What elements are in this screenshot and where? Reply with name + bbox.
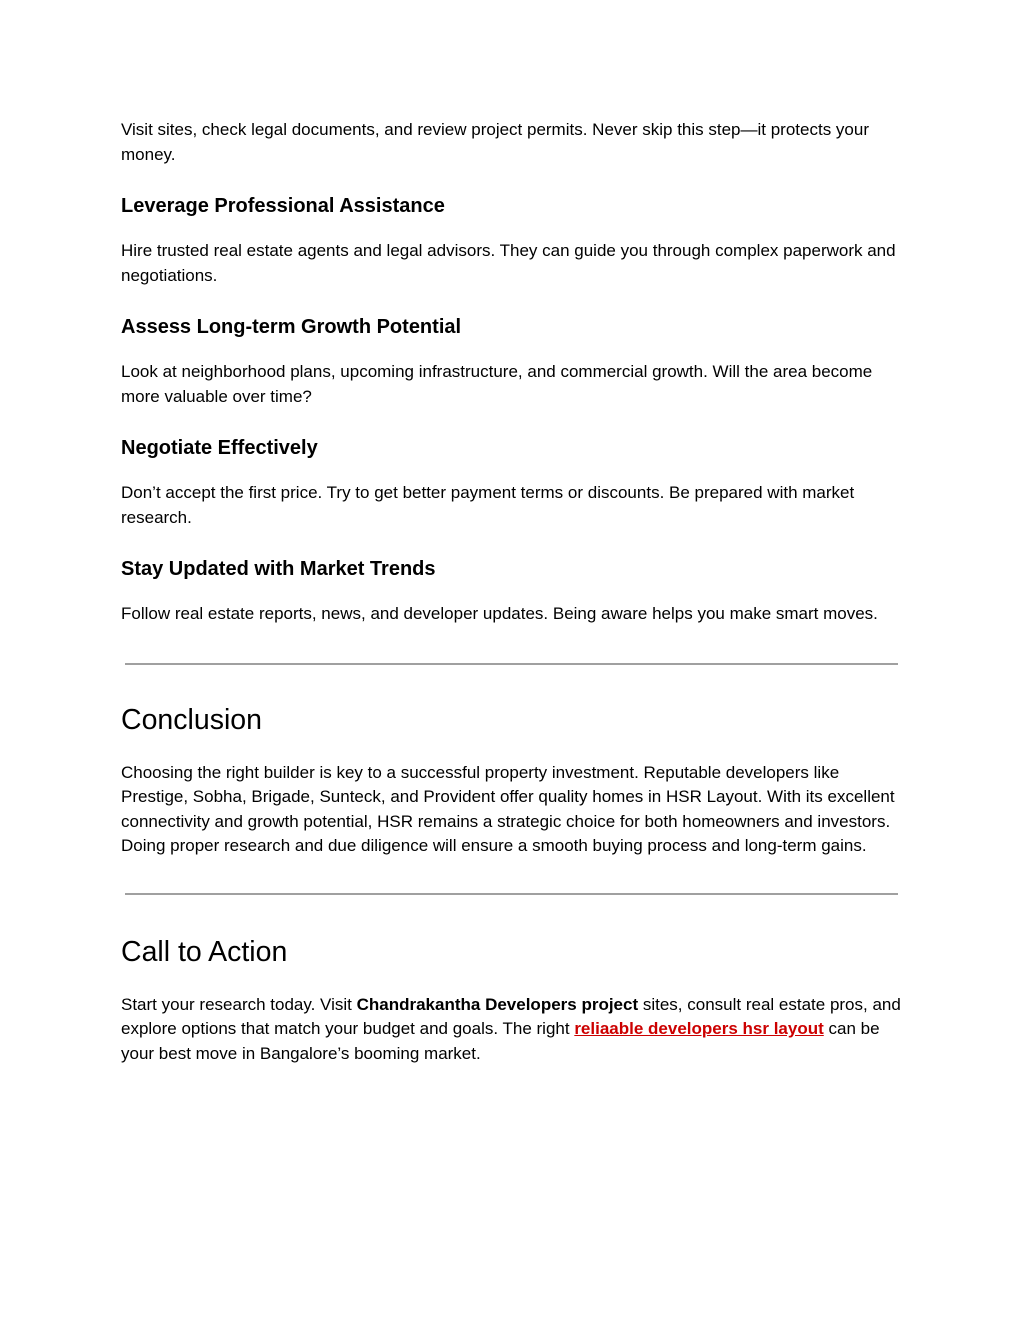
cta-developer-project: Chandrakantha Developers project bbox=[356, 994, 639, 1014]
cta-text-part3: can be your best move in Bangalore’s booming market. bbox=[121, 1019, 880, 1063]
cta-heading: Call to Action bbox=[121, 935, 288, 968]
cta-text-part2: sites, consult real estate pros, and explore options that match your budget and goals. The right bbox=[121, 994, 901, 1038]
conclusion-heading: Conclusion bbox=[121, 703, 262, 736]
cta-paragraph bbox=[121, 993, 901, 1067]
section-heading-market-trends: Stay Updated with Market Trends bbox=[121, 558, 436, 580]
section-body-negotiate: Don’t accept the first price. Try to get better payment terms or discounts. Be prepared with market research. bbox=[121, 483, 855, 527]
intro-paragraph: Visit sites, check legal documents, and review project permits. Never skip this step—it protects your money. bbox=[121, 120, 869, 164]
cta-text-part1: Start your research today. Visit bbox=[121, 994, 357, 1014]
section-heading-growth-potential: Assess Long-term Growth Potential bbox=[121, 316, 462, 338]
reliable-developers-link[interactable]: reliaable developers hsr layout bbox=[574, 1019, 824, 1038]
section-heading-negotiate: Negotiate Effectively bbox=[121, 437, 318, 459]
section-body-market-trends: Follow real estate reports, news, and developer updates. Being aware helps you make smart moves. bbox=[121, 604, 878, 623]
conclusion-paragraph: Choosing the right builder is key to a successful property investment. Reputable developers like Prestige, Sobha, Brigade, Sunteck, and Provident offer quality homes in HSR Layout. With its excellent connectivity and growth potential, HSR remains a strategic choice for both homeowners and investors. Doing proper research and due diligence will ensure a smooth buying process and long-term gains. bbox=[121, 762, 895, 855]
section-heading-professional-assistance: Leverage Professional Assistance bbox=[121, 195, 445, 217]
document-page bbox=[121, 118, 901, 1066]
section-body-growth-potential: Look at neighborhood plans, upcoming infrastructure, and commercial growth. Will the area become more valuable over time? bbox=[121, 362, 873, 406]
section-body-professional-assistance: Hire trusted real estate agents and legal advisors. They can guide you through complex paperwork and negotiations. bbox=[121, 241, 896, 285]
